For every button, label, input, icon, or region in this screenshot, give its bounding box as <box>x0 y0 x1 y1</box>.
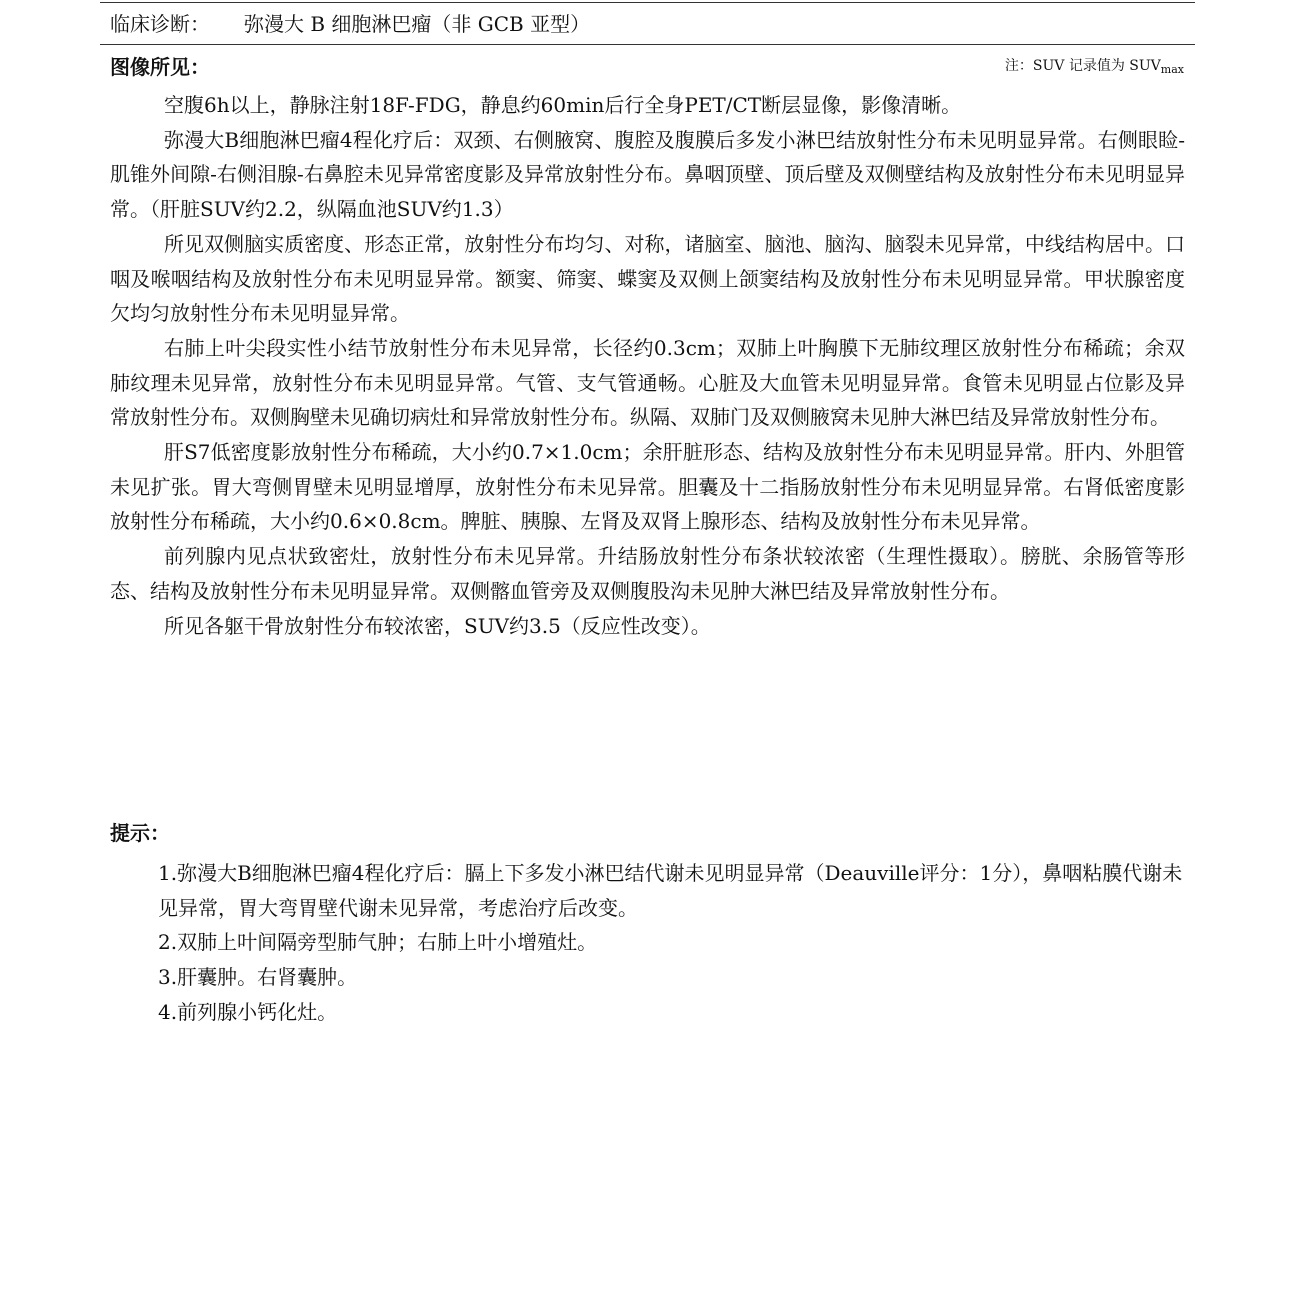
findings-paragraph: 弥漫大B细胞淋巴瘤4程化疗后：双颈、右侧腋窝、腹腔及腹膜后多发小淋巴结放射性分布未见明显异常。右侧眼睑-肌锥外间隙-右侧泪腺-右鼻腔未见异常密度影及异常放射性分布。鼻咽顶壁、顶后壁及双侧壁结构及放射性分布未见明显异常。（肝脏SUV约2.2，纵隔血池SUV约1.3） <box>110 127 1185 222</box>
hint-item: 4.前列腺小钙化灶。 <box>158 999 338 1024</box>
findings-paragraph: 前列腺内见点状致密灶，放射性分布未见异常。升结肠放射性分布条状较浓密（生理性摄取）。膀胱、余肠管等形态、结构及放射性分布未见明显异常。双侧髂血管旁及双侧腹股沟未见肿大淋巴结及异常放射性分布。 <box>110 544 1185 603</box>
diagnosis-value: 弥漫大 B 细胞淋巴瘤（非 GCB 亚型） <box>244 12 591 36</box>
clinical-diagnosis <box>110 8 590 40</box>
hint-item: 2.双肺上叶间隔旁型肺气肿；右肺上叶小增殖灶。 <box>158 930 598 955</box>
diagnosis-label: 临床诊断： <box>110 12 210 36</box>
top-divider <box>100 2 1195 3</box>
hints-heading: 提示： <box>110 821 170 845</box>
hint-item: 3.肝囊肿。右肾囊肿。 <box>158 965 358 990</box>
hints-list <box>158 856 1188 1030</box>
suv-note <box>1005 56 1184 80</box>
suv-note-subscript: max <box>1160 63 1184 76</box>
suv-note-text: 注：SUV 记录值为 SUV <box>1004 58 1161 74</box>
findings-paragraph: 所见各躯干骨放射性分布较浓密，SUV约3.5（反应性改变）。 <box>164 613 711 638</box>
findings-paragraph: 所见双侧脑实质密度、形态正常，放射性分布均匀、对称，诸脑室、脑池、脑沟、脑裂未见异常，中线结构居中。口咽及喉咽结构及放射性分布未见明显异常。额窦、筛窦、蝶窦及双侧上颌窦结构及放射性分布未见明显异常。甲状腺密度欠均匀放射性分布未见明显异常。 <box>110 231 1185 326</box>
findings-paragraph: 空腹6h以上，静脉注射18F-FDG，静息约60min后行全身PET/CT断层显像，影像清晰。 <box>164 93 962 117</box>
header-divider <box>100 44 1195 45</box>
findings-body <box>110 88 1185 643</box>
findings-heading: 图像所见： <box>110 55 210 79</box>
hint-item: 1.弥漫大B细胞淋巴瘤4程化疗后：膈上下多发小淋巴结代谢未见明显异常（Deauville评分：1分），鼻咽粘膜代谢未见异常，胃大弯胃壁代谢未见异常，考虑治疗后改变。 <box>158 861 1183 920</box>
findings-paragraph: 肝S7低密度影放射性分布稀疏，大小约0.7×1.0cm；余肝脏形态、结构及放射性分布未见明显异常。肝内、外胆管未见扩张。胃大弯侧胃壁未见明显增厚，放射性分布未见异常。胆囊及十二指肠放射性分布未见明显异常。右肾低密度影放射性分布稀疏，大小约0.6×0.8cm。脾脏、胰腺、左肾及双肾上腺形态、结构及放射性分布未见异常。 <box>110 440 1185 534</box>
findings-paragraph: 右肺上叶尖段实性小结节放射性分布未见异常，长径约0.3cm；双肺上叶胸膜下无肺纹理区放射性分布稀疏；余双肺纹理未见异常，放射性分布未见明显异常。气管、支气管通畅。心脏及大血管未见明显异常。食管未见明显占位影及异常放射性分布。双侧胸壁未见确切病灶和异常放射性分布。纵隔、双肺门及双侧腋窝未见肿大淋巴结及异常放射性分布。 <box>110 335 1185 430</box>
